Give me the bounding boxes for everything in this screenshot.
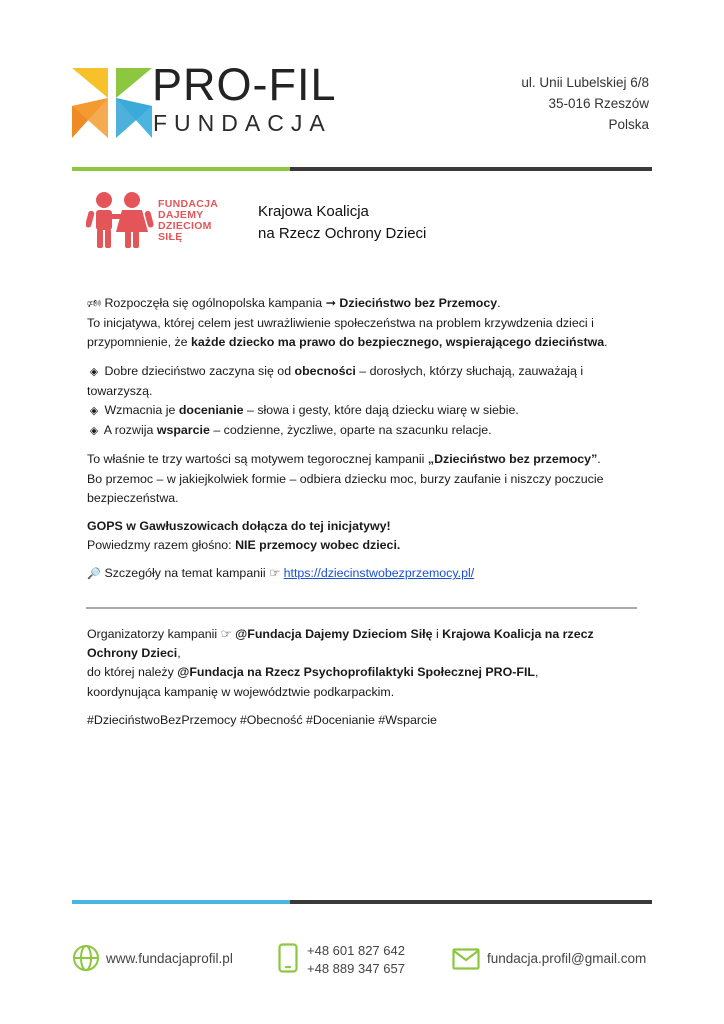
list-item: ◈ Wzmacnia je docenianie – słowa i gesty, które dają dziecku wiarę w siebie. <box>87 401 647 421</box>
intro-paragraph: 🕬 Rozpoczęła się ogólnopolska kampania ➞ Dzieciństwo bez Przemocy. To inicjatywa, której celem jest uwrażliwienie społeczeństwa na problem krzywdzenia dzieci i przypomnienie, że każde dziecko ma prawo do bezpiecznego, wspierającego dzieciństwa. <box>87 296 608 350</box>
arrow-icon: ➞ <box>325 296 336 310</box>
values-list <box>87 362 647 442</box>
website-link[interactable]: www.fundacjaprofil.pl <box>106 951 233 966</box>
list-item: ◈ Dobre dzieciństwo zaczyna się od obecności – dorosłych, którzy słuchają, zauważają i towarzyszą. <box>87 363 584 398</box>
address-line: Polska <box>608 117 649 132</box>
megaphone-icon: 🕬 <box>87 298 102 310</box>
header-rule-dark <box>290 167 652 171</box>
org-mention[interactable]: @Fundacja Dajemy Dzieciom Siłę <box>235 627 433 641</box>
address-line: ul. Unii Lubelskiej 6/8 <box>521 75 649 90</box>
brand-subtitle: FUNDACJA <box>153 110 332 136</box>
magnifier-icon: 🔎 <box>87 568 101 581</box>
organizers-paragraph: Organizatorzy kampanii ☞ @Fundacja Dajemy Dzieciom Siłę i Krajowa Koalicja na rzecz Ochrony Dzieci, do której należy @Fundacja na Rzecz Psychoprofilaktyki Społecznej PRO-FIL, koordynująca kampanię w województwie podkarpackim. <box>87 627 594 699</box>
pro-fil-logo-icon <box>72 68 152 138</box>
address-block <box>521 72 649 135</box>
brand-title: PRO-FIL <box>152 59 337 110</box>
address-line: 35-016 Rzeszów <box>548 96 649 111</box>
diamond-bullet-icon: ◈ <box>89 365 99 378</box>
pointing-hand-icon: ☞ <box>269 566 281 581</box>
children-figures-icon <box>86 188 154 250</box>
pointing-hand-icon: ☞ <box>220 627 232 641</box>
mail-icon <box>452 948 480 970</box>
footer-rule-dark <box>290 900 652 904</box>
organizers-section <box>87 625 647 739</box>
email-link[interactable]: fundacja.profil@gmail.com <box>487 951 647 966</box>
diamond-bullet-icon: ◈ <box>89 425 99 438</box>
list-item: ◈ A rozwija wsparcie – codzienne, życzliwe, oparte na szacunku relacje. <box>87 421 647 441</box>
phone-number[interactable]: +48 601 827 642 <box>307 943 405 958</box>
header-rule-green <box>72 167 290 171</box>
fdds-logo-text: FUNDACJA DAJEMY DZIECIOM SIŁĘ <box>158 198 219 243</box>
post-body <box>87 294 647 594</box>
phone-numbers <box>307 942 405 978</box>
org-mention[interactable]: @Fundacja na Rzecz Psychoprofilaktyki Społecznej PRO-FIL <box>177 665 535 680</box>
hashtags[interactable]: #DzieciństwoBezPrzemocy #Obecność #Docenianie #Wsparcie <box>87 712 437 727</box>
globe-icon <box>72 944 100 972</box>
phone-icon <box>278 943 298 973</box>
coalition-title: Krajowa Koalicja na Rzecz Ochrony Dzieci <box>258 203 427 242</box>
join-paragraph: GOPS w Gawłuszowicach dołącza do tej inicjatywy! Powiedzmy razem głośno: NIE przemocy wobec dzieci. <box>87 519 401 553</box>
details-paragraph: 🔎 Szczegóły na temat kampanii ☞ https://dziecinstwobezprzemocy.pl/ <box>87 564 647 584</box>
section-divider <box>86 607 637 609</box>
campaign-name: Dzieciństwo bez Przemocy <box>339 296 498 310</box>
footer-rule-blue <box>72 900 290 904</box>
campaign-link[interactable]: https://dziecinstwobezprzemocy.pl/ <box>283 566 475 581</box>
phone-number[interactable]: +48 889 347 657 <box>307 961 405 976</box>
diamond-bullet-icon: ◈ <box>89 405 99 418</box>
motive-paragraph: To właśnie te trzy wartości są motywem tegorocznej kampanii „Dzieciństwo bez przemocy”. Bo przemoc – w jakiejkolwiek formie – odbiera dziecku moc, burzy zaufanie i niszczy poczucie bezpieczeństwa. <box>87 452 604 505</box>
